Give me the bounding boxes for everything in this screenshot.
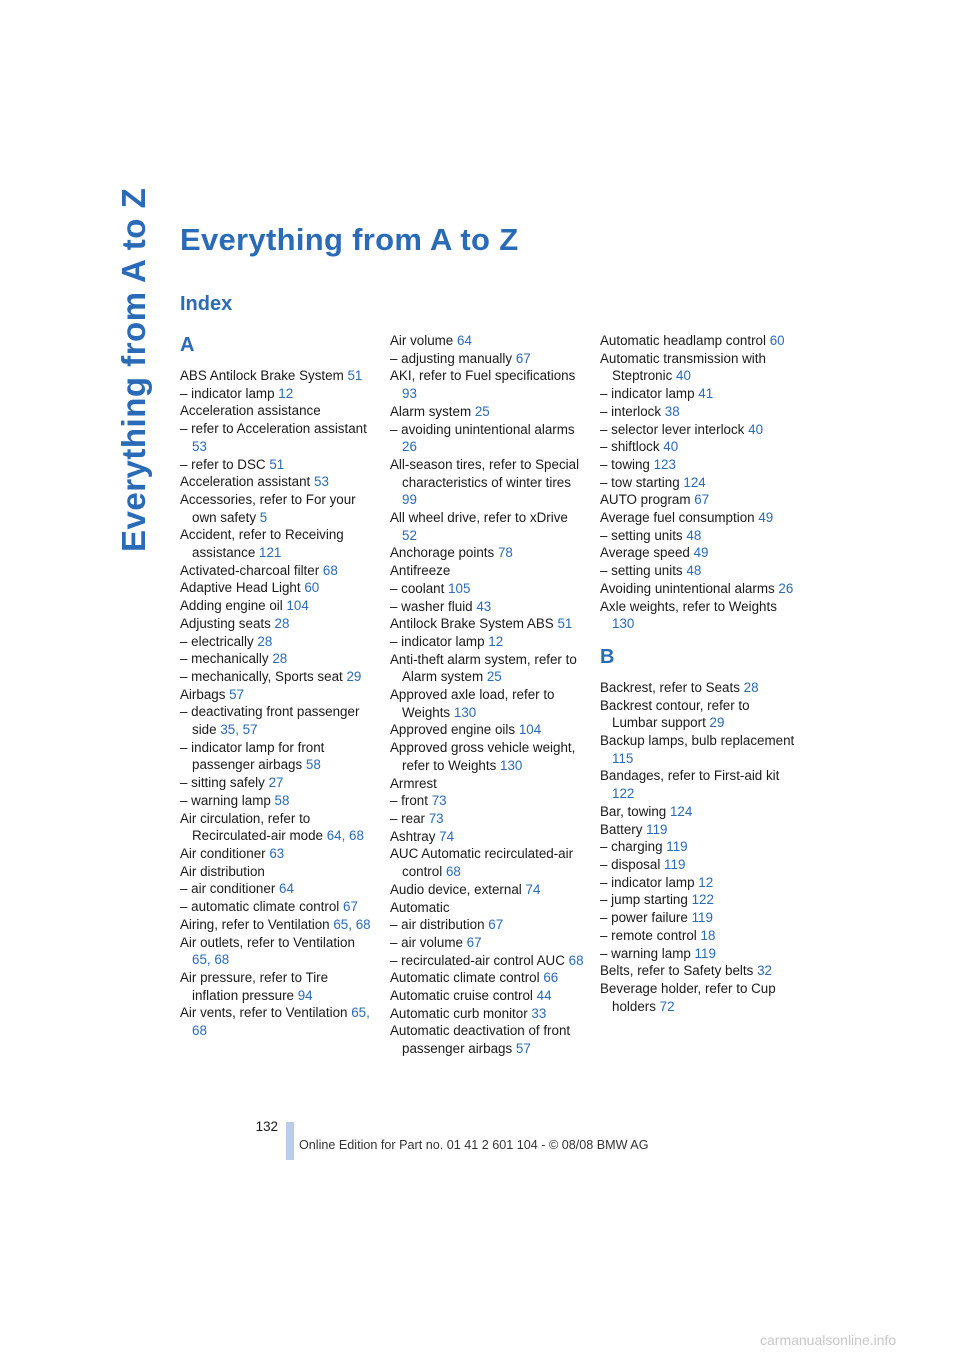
index-term: Beverage holder, refer to Cup holders xyxy=(600,980,776,1014)
index-letter-heading: B xyxy=(600,645,615,668)
page-reference-link[interactable]: 35, 57 xyxy=(220,722,258,738)
index-entry xyxy=(390,633,586,651)
index-term: Bar, towing xyxy=(600,803,667,819)
page-reference-link[interactable]: 28 xyxy=(274,615,290,631)
index-entry xyxy=(600,350,796,385)
index-term: Automatic deactivation of front passenger airbags xyxy=(390,1023,571,1057)
page-reference-link[interactable]: 26 xyxy=(778,580,794,596)
page-reference-link[interactable]: 99 xyxy=(402,492,417,508)
index-term: Automatic cruise control xyxy=(390,988,533,1004)
index-term: – power failure xyxy=(600,910,688,926)
page-reference-link[interactable]: 41 xyxy=(698,386,714,402)
index-term: Air pressure, refer to Tire inflation pressure xyxy=(180,969,329,1003)
footer-edition-text: Online Edition for Part no. 01 41 2 601 104 - © 08/08 BMW AG xyxy=(299,1138,649,1152)
page-reference-link[interactable]: 73 xyxy=(428,810,444,826)
index-term: – adjusting manually xyxy=(390,350,513,366)
page-reference-link[interactable]: 48 xyxy=(686,527,702,543)
index-entry xyxy=(180,650,376,668)
index-term: Average fuel consumption xyxy=(600,510,755,526)
index-term: – refer to Acceleration assistant xyxy=(180,421,367,437)
index-entry xyxy=(600,598,796,633)
index-entry xyxy=(600,385,796,403)
index-entry xyxy=(600,491,796,509)
side-chapter-title: Everything from A to Z xyxy=(115,187,152,552)
page-title: Everything from A to Z xyxy=(180,222,519,257)
index-entry xyxy=(600,821,796,839)
page-reference-link[interactable]: 64, 68 xyxy=(326,828,364,844)
index-entry xyxy=(390,615,586,633)
page-reference-link[interactable]: 74 xyxy=(439,828,455,844)
index-entry xyxy=(180,367,376,385)
page-reference-link[interactable]: 67 xyxy=(694,492,710,508)
page-reference-link[interactable]: 64 xyxy=(457,333,472,348)
page-reference-link[interactable]: 121 xyxy=(259,545,282,561)
index-term: Adjusting seats xyxy=(180,615,271,631)
page-reference-link[interactable]: 105 xyxy=(448,580,471,596)
page-reference-link[interactable]: 5 xyxy=(259,509,268,525)
index-entry xyxy=(390,350,586,368)
page-reference-link[interactable]: 43 xyxy=(476,598,492,614)
page-reference-link[interactable]: 64 xyxy=(279,881,294,897)
index-term: Approved gross vehicle weight, refer to Weights xyxy=(390,740,576,773)
page-reference-link[interactable]: 38 xyxy=(664,403,680,419)
index-entry xyxy=(180,420,376,455)
index-term: AUC Automatic recirculated-air control xyxy=(390,846,574,880)
page-reference-link[interactable]: 48 xyxy=(686,563,702,579)
index-entry xyxy=(390,721,586,739)
index-entry xyxy=(180,686,376,704)
page-reference-link[interactable]: 25 xyxy=(474,403,490,419)
index-entry xyxy=(390,403,586,421)
page-reference-link[interactable]: 26 xyxy=(402,439,417,455)
index-entry xyxy=(390,367,586,402)
index-term: – mechanically xyxy=(180,651,269,667)
index-entry xyxy=(600,909,796,927)
index-entry xyxy=(180,880,376,898)
index-entry xyxy=(390,456,586,509)
index-entry xyxy=(390,686,586,721)
index-term: Anti-theft alarm system, refer to Alarm system xyxy=(390,651,577,685)
page-reference-link[interactable]: 65, 68 xyxy=(192,1005,370,1039)
index-entry xyxy=(600,732,796,767)
index-entry xyxy=(390,509,586,544)
index-term: Alarm system xyxy=(390,403,472,419)
index-term: – shiftlock xyxy=(600,439,660,455)
index-term: – remote control xyxy=(600,927,697,943)
index-term: – indicator lamp xyxy=(600,386,695,402)
page-reference-link[interactable]: 68 xyxy=(568,952,584,968)
page-reference-link[interactable]: 130 xyxy=(453,704,477,720)
page-reference-link[interactable]: 68 xyxy=(445,864,461,880)
index-entry xyxy=(390,1005,586,1023)
index-entry xyxy=(390,775,586,793)
index-term: AKI, refer to Fuel specifications xyxy=(390,368,576,384)
index-term: Airing, refer to Ventilation xyxy=(180,916,330,932)
index-term: – electrically xyxy=(180,633,254,649)
index-entry xyxy=(180,898,376,916)
page-reference-link[interactable]: 119 xyxy=(691,910,713,926)
page-reference-link[interactable]: 67 xyxy=(466,934,482,950)
index-term: Antilock Brake System ABS xyxy=(390,616,554,632)
page-reference-link[interactable]: 122 xyxy=(612,786,635,802)
index-term: – deactivating front passenger side xyxy=(180,704,360,738)
index-term: Anchorage points xyxy=(390,545,495,561)
index-entry xyxy=(180,473,376,491)
page-reference-link[interactable]: 58 xyxy=(305,757,321,773)
footer-bar xyxy=(286,1122,294,1160)
index-term: – indicator lamp xyxy=(600,874,695,890)
index-entry xyxy=(600,927,796,945)
page-reference-link[interactable]: 53 xyxy=(314,474,329,490)
page-reference-link[interactable]: 119 xyxy=(666,839,688,855)
index-term: Automatic headlamp control xyxy=(600,333,766,348)
index-entry xyxy=(180,633,376,651)
index-entry xyxy=(180,703,376,738)
page-reference-link[interactable]: 93 xyxy=(402,386,417,402)
index-entry xyxy=(180,491,376,526)
index-letter-heading: A xyxy=(180,334,195,356)
page-reference-link[interactable]: 119 xyxy=(664,856,686,872)
index-entry xyxy=(390,845,586,880)
index-entry xyxy=(180,668,376,686)
index-entry xyxy=(390,598,586,616)
index-term: Bandages, refer to First-aid kit xyxy=(600,768,780,784)
index-entry xyxy=(180,597,376,615)
page-reference-link[interactable]: 49 xyxy=(758,510,774,526)
page-reference-link[interactable]: 27 xyxy=(268,775,284,791)
index-term: Approved engine oils xyxy=(390,722,516,738)
index-entry xyxy=(180,774,376,792)
index-entry xyxy=(180,739,376,774)
index-term: – rear xyxy=(390,810,425,826)
index-term: Antifreeze xyxy=(390,563,451,579)
page-reference-link[interactable]: 115 xyxy=(612,750,634,766)
page-reference-link[interactable]: 63 xyxy=(269,845,285,861)
index-term: All wheel drive, refer to xDrive xyxy=(390,510,568,526)
index-term: Approved axle load, refer to Weights xyxy=(390,687,555,720)
index-term: Belts, refer to Safety belts xyxy=(600,963,754,979)
index-term: – avoiding unintentional alarms xyxy=(390,421,575,437)
page-reference-link[interactable]: 49 xyxy=(693,545,709,561)
index-term: – disposal xyxy=(600,856,661,872)
page-reference-link[interactable]: 66 xyxy=(543,970,559,986)
index-term: – washer fluid xyxy=(390,598,473,614)
index-term: – warning lamp xyxy=(180,792,271,808)
index-entry xyxy=(600,697,796,732)
page-reference-link[interactable]: 18 xyxy=(700,927,716,943)
page-reference-link[interactable]: 123 xyxy=(653,456,676,472)
index-term: Audio device, external xyxy=(390,881,522,897)
page-reference-link[interactable]: 73 xyxy=(431,793,447,809)
page-reference-link[interactable]: 57 xyxy=(229,686,245,702)
index-term: Accident, refer to Receiving assistance xyxy=(180,527,344,561)
index-entry xyxy=(180,562,376,580)
page-reference-link[interactable]: 119 xyxy=(646,821,668,837)
index-term: – recirculated-air control AUC xyxy=(390,952,565,968)
page-reference-link[interactable]: 124 xyxy=(669,803,693,819)
index-entry xyxy=(390,987,586,1005)
page-reference-link[interactable]: 67 xyxy=(488,917,504,933)
index-term: Air conditioner xyxy=(180,845,266,861)
page-reference-link[interactable]: 29 xyxy=(346,668,362,684)
page-reference-link[interactable]: 60 xyxy=(304,580,320,596)
index-term: Automatic climate control xyxy=(390,970,540,986)
page-reference-link[interactable]: 104 xyxy=(518,722,542,738)
index-entry xyxy=(390,810,586,828)
page-reference-link[interactable]: 12 xyxy=(488,633,504,649)
index-entry xyxy=(390,544,586,562)
index-term: Automatic curb monitor xyxy=(390,1005,528,1021)
index-term: – air volume xyxy=(390,934,463,950)
page-reference-link[interactable]: 25 xyxy=(486,669,502,685)
index-term: Backrest, refer to Seats xyxy=(600,679,740,695)
index-entry xyxy=(600,403,796,421)
index-term: Automatic transmission with Steptronic xyxy=(600,350,766,384)
index-entry xyxy=(390,952,586,970)
watermark: carmanualsonline.info xyxy=(760,1332,897,1348)
page-reference-link[interactable]: 53 xyxy=(192,438,207,454)
index-entry xyxy=(600,544,796,562)
index-entry xyxy=(600,874,796,892)
page-reference-link[interactable]: 119 xyxy=(694,945,716,961)
index-term: Air vents, refer to Ventilation xyxy=(180,1005,348,1021)
page-number: 132 xyxy=(255,1119,278,1134)
index-term: Backup lamps, bulb replacement xyxy=(600,733,795,749)
index-entry xyxy=(390,332,586,350)
index-term: – setting units xyxy=(600,563,683,579)
index-term: – coolant xyxy=(390,580,445,596)
index-term: Backrest contour, refer to Lumbar support xyxy=(600,697,750,731)
page-reference-link[interactable]: 51 xyxy=(269,456,285,472)
index-entry xyxy=(600,580,796,598)
page-reference-link[interactable]: 40 xyxy=(748,421,764,437)
index-term: – setting units xyxy=(600,527,683,543)
index-column-1 xyxy=(180,332,376,1040)
page-reference-link[interactable]: 72 xyxy=(659,998,675,1014)
page-reference-link[interactable]: 57 xyxy=(515,1041,531,1057)
index-term: AUTO program xyxy=(600,492,691,508)
index-entry xyxy=(180,863,376,881)
index-term: Axle weights, refer to Weights xyxy=(600,598,777,614)
index-entry xyxy=(600,474,796,492)
page-reference-link[interactable]: 67 xyxy=(515,350,531,366)
index-entry xyxy=(180,916,376,934)
index-term: Adding engine oil xyxy=(180,598,283,614)
index-term: – front xyxy=(390,793,428,809)
index-entry xyxy=(600,962,796,980)
index-entry xyxy=(600,562,796,580)
page-reference-link[interactable]: 28 xyxy=(272,651,288,667)
index-entry xyxy=(390,828,586,846)
index-term: Air distribution xyxy=(180,863,265,879)
page-reference-link[interactable]: 51 xyxy=(557,616,573,632)
index-column-2 xyxy=(390,332,586,1058)
index-entry xyxy=(390,934,586,952)
index-term: – refer to DSC xyxy=(180,456,266,472)
index-entry xyxy=(180,402,376,420)
index-entry xyxy=(390,562,586,580)
index-term: Acceleration assistance xyxy=(180,403,321,419)
index-term: Avoiding unintentional alarms xyxy=(600,580,775,596)
index-entry xyxy=(600,438,796,456)
index-entry xyxy=(600,527,796,545)
index-entry xyxy=(600,803,796,821)
page-reference-link[interactable]: 130 xyxy=(612,616,635,632)
page-reference-link[interactable]: 124 xyxy=(683,474,706,490)
index-term: – jump starting xyxy=(600,892,688,908)
index-term: Ashtray xyxy=(390,828,436,844)
index-term: – charging xyxy=(600,839,663,855)
index-entry xyxy=(390,421,586,456)
index-entry xyxy=(180,456,376,474)
index-entry xyxy=(600,856,796,874)
page-reference-link[interactable]: 74 xyxy=(525,881,541,897)
index-entry xyxy=(600,509,796,527)
page-reference-link[interactable]: 78 xyxy=(497,545,513,561)
index-term: Air circulation, refer to Recirculated-air mode xyxy=(180,810,323,844)
index-term: Armrest xyxy=(390,775,437,791)
index-term: Automatic xyxy=(390,899,450,915)
index-entry xyxy=(180,810,376,845)
page-reference-link[interactable]: 28 xyxy=(743,679,759,695)
index-term: Activated-charcoal filter xyxy=(180,562,320,578)
index-term: – selector lever interlock xyxy=(600,421,745,437)
index-entry xyxy=(390,792,586,810)
index-entry xyxy=(180,526,376,561)
index-entry xyxy=(180,934,376,969)
page-reference-link[interactable]: 40 xyxy=(663,439,679,455)
page-reference-link[interactable]: 51 xyxy=(347,368,363,383)
index-entry xyxy=(180,969,376,1004)
page-reference-link[interactable]: 60 xyxy=(769,333,785,348)
index-entry xyxy=(390,651,586,686)
page-reference-link[interactable]: 122 xyxy=(691,892,714,908)
index-entry xyxy=(600,456,796,474)
index-entry xyxy=(600,891,796,909)
page-reference-link[interactable]: 104 xyxy=(286,598,309,614)
index-entry xyxy=(600,679,796,697)
index-entry xyxy=(390,1022,586,1057)
page-reference-link[interactable]: 52 xyxy=(402,527,417,543)
index-term: Adaptive Head Light xyxy=(180,580,301,596)
index-entry xyxy=(390,881,586,899)
page-reference-link[interactable]: 12 xyxy=(698,874,714,890)
index-term: Air outlets, refer to Ventilation xyxy=(180,934,355,950)
index-column-3 xyxy=(600,332,796,1015)
index-entry xyxy=(180,845,376,863)
page-reference-link[interactable]: 44 xyxy=(536,988,552,1004)
index-term: – air distribution xyxy=(390,917,485,933)
index-term: – warning lamp xyxy=(600,945,691,961)
index-entry xyxy=(180,615,376,633)
index-entry xyxy=(600,945,796,963)
index-entry xyxy=(600,332,796,350)
index-term: Acceleration assistant xyxy=(180,474,311,490)
index-term: Air volume xyxy=(390,333,454,348)
page-reference-link[interactable]: 65, 68 xyxy=(333,916,371,932)
index-entry xyxy=(600,980,796,1015)
index-term: Airbags xyxy=(180,686,226,702)
page-reference-link[interactable]: 32 xyxy=(757,963,772,979)
index-term: – interlock xyxy=(600,403,662,419)
index-entry xyxy=(600,421,796,439)
page-reference-link[interactable]: 12 xyxy=(278,385,294,401)
index-term: All-season tires, refer to Special characteristics of winter tires xyxy=(390,456,580,490)
page-reference-link[interactable]: 40 xyxy=(676,368,691,384)
index-entry xyxy=(390,580,586,598)
page-reference-link[interactable]: 28 xyxy=(257,633,273,649)
page-reference-link[interactable]: 68 xyxy=(322,562,338,578)
index-term: – indicator lamp xyxy=(390,633,485,649)
index-term: – tow starting xyxy=(600,474,680,490)
index-entry xyxy=(180,385,376,403)
page-reference-link[interactable]: 58 xyxy=(274,792,290,808)
index-term: – indicator lamp for front passenger airbags xyxy=(180,739,325,773)
index-term: Battery xyxy=(600,821,643,837)
page-reference-link[interactable]: 65, 68 xyxy=(192,952,230,968)
index-entry xyxy=(600,838,796,856)
page-reference-link[interactable]: 130 xyxy=(500,757,523,773)
page-reference-link[interactable]: 94 xyxy=(297,987,313,1003)
section-title: Index xyxy=(180,293,233,315)
index-term: ABS Antilock Brake System xyxy=(180,368,344,383)
index-term: Average speed xyxy=(600,545,690,561)
index-entry xyxy=(180,792,376,810)
index-entry xyxy=(390,899,586,917)
index-term: – air conditioner xyxy=(180,881,276,897)
page-reference-link[interactable]: 67 xyxy=(343,899,358,915)
index-entry xyxy=(600,767,796,802)
index-entry xyxy=(390,739,586,774)
index-entry xyxy=(390,969,586,987)
index-term: – indicator lamp xyxy=(180,385,275,401)
index-entry xyxy=(180,579,376,597)
index-term: – sitting safely xyxy=(180,775,265,791)
index-term: – mechanically, Sports seat xyxy=(180,668,343,684)
index-term: – towing xyxy=(600,456,650,472)
index-term: Accessories, refer to For your own safety xyxy=(180,491,356,525)
index-entry xyxy=(390,916,586,934)
index-term: – automatic climate control xyxy=(180,899,340,915)
page-reference-link[interactable]: 33 xyxy=(531,1005,547,1021)
page-reference-link[interactable]: 29 xyxy=(709,715,725,731)
index-entry xyxy=(180,1004,376,1039)
